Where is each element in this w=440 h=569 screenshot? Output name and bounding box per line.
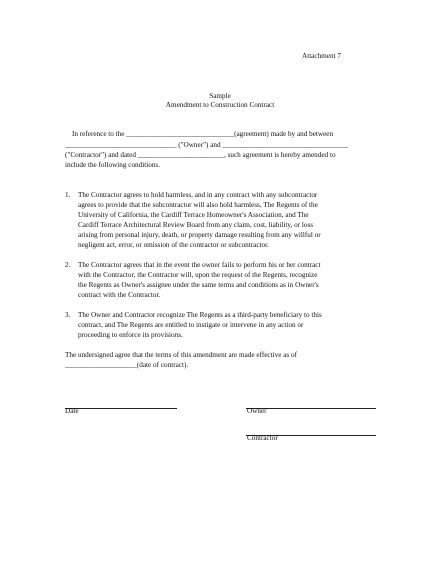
document-title: Amendment to Construction Contract bbox=[165, 101, 275, 109]
list-item-number: 2. bbox=[65, 261, 71, 269]
date-signature-line bbox=[65, 408, 177, 409]
closing-line: ____________________(date of contract). bbox=[65, 361, 189, 369]
list-item-line: negligent act, error, or omission of the contractor or subcontractor. bbox=[78, 241, 269, 249]
attachment-label: Attachment 7 bbox=[302, 52, 341, 60]
list-item-line: proceeding to enforce its provisions. bbox=[78, 331, 183, 339]
list-item-line: The Owner and Contractor recognize The Regents as a third-party beneficiary to this bbox=[78, 311, 322, 319]
list-item-line: agrees to provide that the subcontractor will also hold harmless, The Regents of the bbox=[78, 201, 318, 209]
list-item-line: the Regents as Owner's assignee under the same terms and conditions as in Owner's bbox=[78, 281, 319, 289]
list-item-number: 1. bbox=[65, 191, 71, 199]
document-heading-sample: Sample bbox=[209, 92, 231, 100]
list-item-line: Cardiff Terrace Architectural Review Board from any claim, cost, liability, or loss bbox=[78, 221, 314, 229]
owner-label: Owner bbox=[247, 407, 267, 415]
intro-line: In reference to the ______________________________(agreement) made by and between bbox=[72, 130, 334, 138]
contractor-label: Contractor bbox=[247, 434, 278, 442]
intro-line: ("Contractor") and dated ________________________, such agreement is hereby amended to bbox=[65, 151, 336, 159]
list-item-line: contract, and The Regents are entitled to instigate or intervene in any action or bbox=[78, 321, 304, 329]
intro-line: include the following conditions. bbox=[65, 161, 161, 169]
date-label: Date bbox=[65, 407, 79, 415]
list-item-line: The Contractor agrees to hold harmless, and in any contract with any subcontractor bbox=[78, 191, 318, 199]
list-item-number: 3. bbox=[65, 311, 71, 319]
list-item-line: The Contractor agrees that in the event the owner fails to perform his or her contract bbox=[78, 261, 321, 269]
closing-line: The undersigned agree that the terms of this amendment are made effective as of bbox=[65, 351, 297, 359]
list-item-line: arising from personal injury, death, or property damage resulting from any willful or bbox=[78, 231, 321, 239]
list-item-line: with the Contractor, the Contractor will, upon the request of the Regents, recognize bbox=[78, 271, 318, 279]
list-item-line: contract with the Contractor. bbox=[78, 291, 161, 299]
intro-line: _______________________________ ("Owner") and ___________________________________ bbox=[65, 141, 349, 149]
list-item-line: University of California, the Cardiff Terrace Homeowner's Association, and The bbox=[78, 211, 309, 219]
